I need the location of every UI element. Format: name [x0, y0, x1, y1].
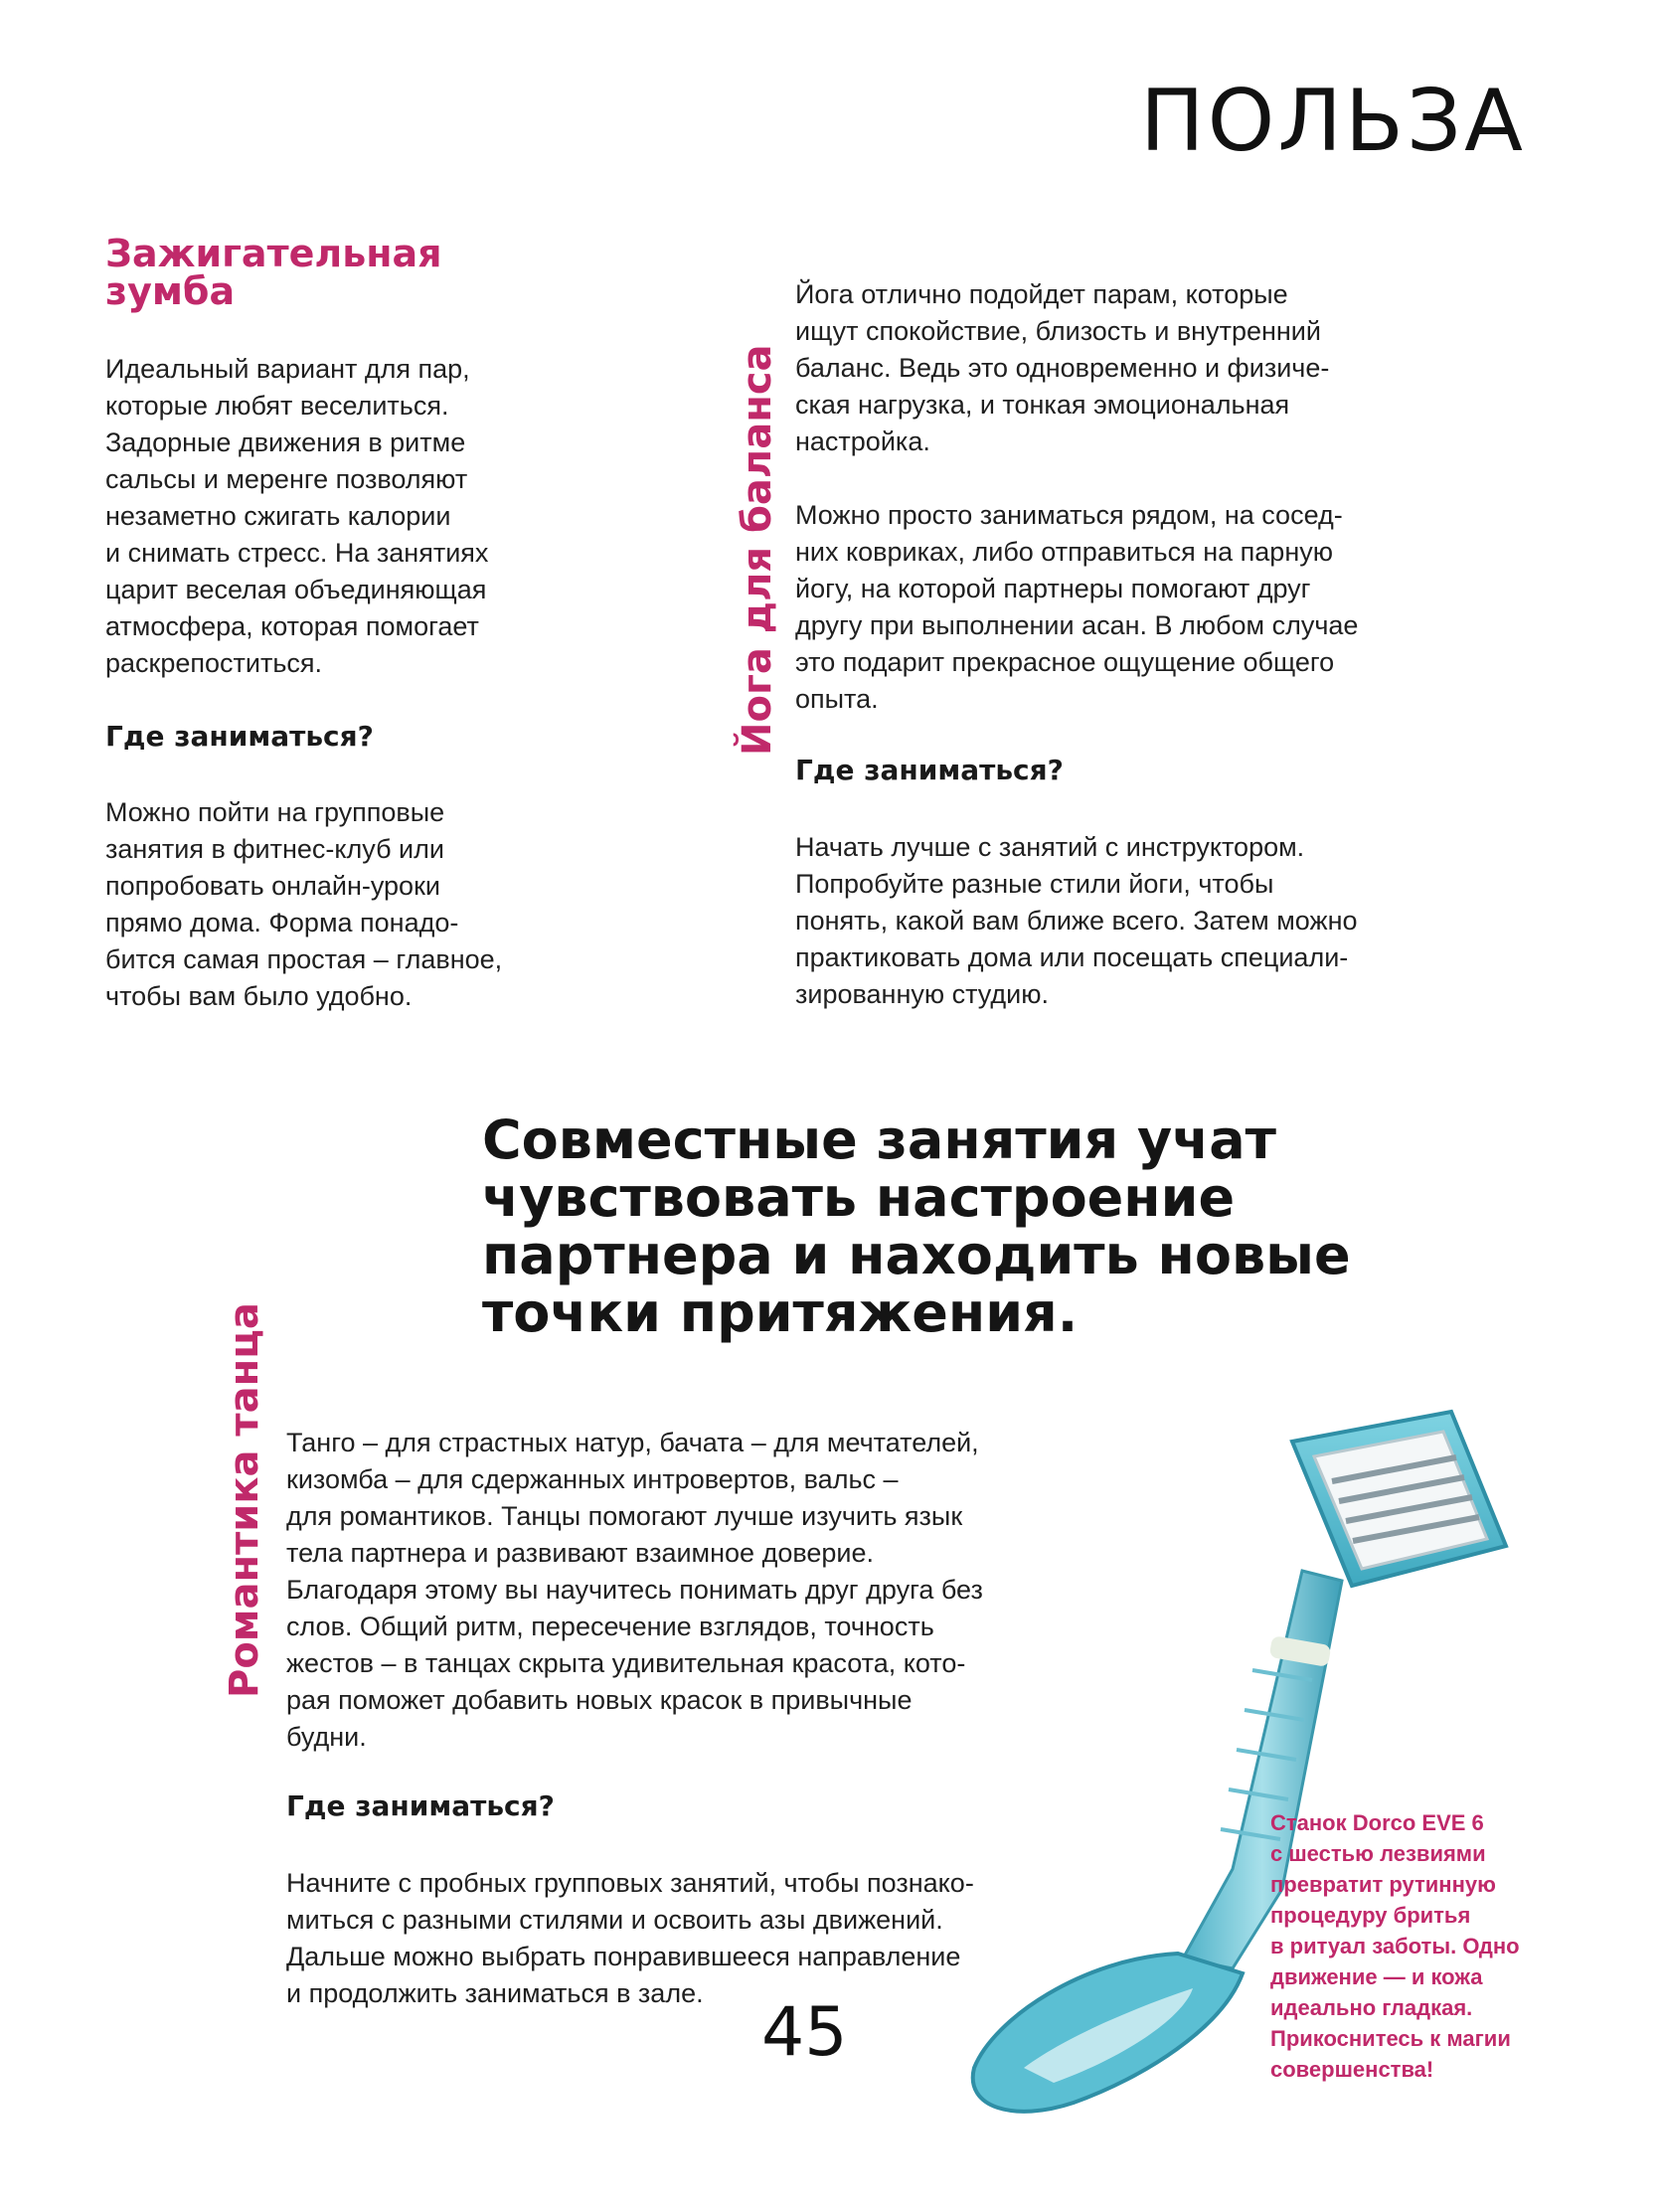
zumba-body: Идеальный вариант для пар, которые любят веселиться. Задорные движения в ритме сальсы и меренге позволяют незаметно сжигать калории и снимать стресс. На занятиях царит веселая объединяющая атмосфера, которая помогает раскрепоститься.: [105, 354, 489, 678]
yoga-title: Йога для баланса: [735, 344, 780, 756]
product-caption: Станок Dorco EVE 6 с шестью лезвиями превратит рутинную процедуру бритья в ритуал заботы. Одно движение — и кожа идеально гладкая. Прикоснитесь к магии совершенства!: [1270, 1810, 1520, 2082]
section-title: ПОЛЬЗА: [1140, 72, 1526, 171]
zumba-where-heading: Где заниматься?: [105, 720, 374, 753]
page-number: 45: [761, 1993, 848, 2072]
dance-where-body: Начните с пробных групповых занятий, чтобы познако- миться с разными стилями и освоить азы движений. Дальше можно выбрать понравившееся направление и продолжить заниматься в зале.: [286, 1868, 974, 2008]
dance-body: Танго – для страстных натур, бачата – для мечтателей, кизомба – для сдержанных интровертов, вальс – для романтиков. Танцы помогают лучше изучить язык тела партнера и развивают взаимное доверие. Благодаря этому вы научитесь понимать друг друга без слов. Общий ритм, пересечение взглядов, точность жестов – в танцах скрыта удивительная красота, кото- рая поможет добавить новых красок в привычные будни.: [286, 1428, 983, 1752]
zumba-title: Зажигательная зумба: [105, 232, 442, 313]
yoga-where-body: Начать лучше с занятий с инструктором. Попробуйте разные стили йоги, чтобы понять, какой вам ближе всего. Затем можно практиковать дома или посещать специали- зированную студию.: [795, 832, 1358, 1009]
yoga-body: Йога отлично подойдет парам, которые ищут спокойствие, близость и внутренний баланс. Ведь это одновременно и физиче- ская нагрузка, и тонкая эмоциональная настройка. Можно просто заниматься рядом, на сосед- них ковриках, либо отправиться на парную йогу, на которой партнеры помогают друг другу при выполнении асан. В любом случае это подарит прекрасное ощущение общего опыта.: [795, 279, 1359, 714]
yoga-where-heading: Где заниматься?: [795, 754, 1064, 786]
pull-quote: Совместные занятия учат чувствовать настроение партнера и находить новые точки притяжения.: [482, 1108, 1351, 1344]
zumba-where-body: Можно пойти на групповые занятия в фитнес-клуб или попробовать онлайн-уроки прямо дома. Форма понадо- бится самая простая – главное, чтобы вам было удобно.: [105, 797, 503, 1011]
dance-title: Романтика танца: [222, 1302, 267, 1698]
razor-head: [1292, 1412, 1506, 1586]
dance-where-heading: Где заниматься?: [286, 1789, 555, 1822]
